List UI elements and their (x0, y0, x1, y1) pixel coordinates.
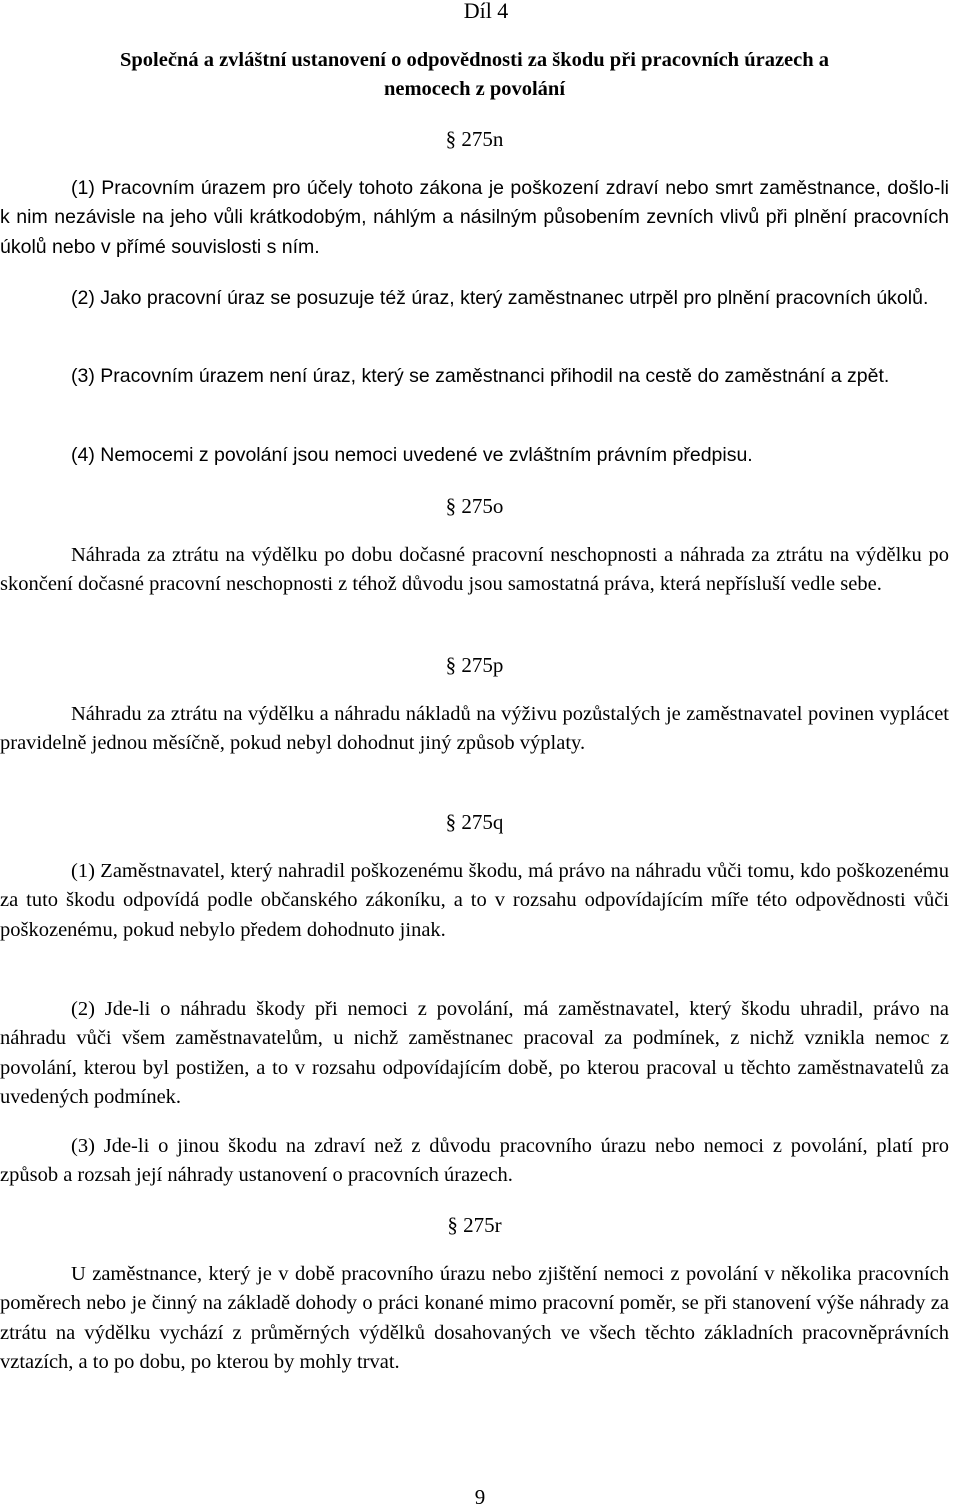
paragraph: Náhradu za ztrátu na výdělku a náhradu nákladů na výživu pozůstalých je zaměstnavatel povinen vyplácet pravidelně jednou měsíčně, pokud nebyl dohodnut jiný způsob výplaty. (0, 703, 949, 755)
section-275p (0, 651, 949, 679)
section-275q-paragraph-3 (0, 1132, 949, 1191)
section-275p-paragraph-1 (0, 700, 949, 759)
section-275q (0, 808, 949, 836)
paragraph: (1) Pracovním úrazem pro účely tohoto zákona je poškození zdraví nebo smrt zaměstnance, došlo-li k nim nezávisle na jeho vůli krátkodobým, náhlým a násilným působením zevních vlivů při plnění pracovních úkolů nebo v přímé souvislosti s ním. (0, 177, 949, 258)
paragraph: (3) Pracovním úrazem není úraz, který se zaměstnanci přihodil na cestě do zaměstnání a zpět. (71, 365, 890, 387)
section-275o (0, 492, 949, 520)
section-275o-paragraph-1 (0, 541, 949, 600)
section-275q-paragraph-1 (0, 857, 949, 945)
section-275q-paragraph-2 (0, 995, 949, 1113)
section-heading: § 275p (445, 653, 504, 677)
section-heading: § 275r (447, 1213, 502, 1237)
section-275n-paragraph-1 (0, 174, 949, 262)
chapter-title-line2: nemocech z povolání (383, 78, 566, 100)
section-275n-paragraph-2 (0, 284, 949, 313)
paragraph: (3) Jde-li o jinou škodu na zdraví než z důvodu pracovního úrazu nebo nemoci z povolání, platí pro způsob a rozsah její náhrady ustanovení o pracovních úrazech. (0, 1135, 949, 1187)
section-275n-paragraph-3 (0, 362, 949, 391)
section-275r-paragraph-1 (0, 1260, 949, 1378)
chapter-title-line1: Společná a zvláštní ustanovení o odpovědnosti za škodu při pracovních úrazech a (119, 49, 830, 71)
paragraph: (2) Jako pracovní úraz se posuzuje též úraz, který zaměstnanec utrpěl pro plnění pracovních úkolů. (71, 287, 929, 309)
page-number: 9 (474, 1485, 486, 1509)
paragraph: U zaměstnance, který je v době pracovního úrazu nebo zjištění nemoci z povolání v několika pracovních poměrech nebo je činný na základě dohody o práci konané mimo pracovní poměr, se při stanovení výše náhrady za ztrátu na výdělku vychází z průměrných výdělků dosahovaných ve všech těchto základních pracovněprávních vztazích, a to po dobu, po kterou by mohly trvat. (0, 1263, 949, 1374)
paragraph: (4) Nemocemi z povolání jsou nemoci uvedené ve zvláštním právním předpisu. (71, 444, 753, 466)
paragraph: (1) Zaměstnavatel, který nahradil poškozenému škodu, má právo na náhradu vůči tomu, kdo poškozenému za tuto škodu odpovídá podle občanského zákoníku, a to v rozsahu odpovídajícím míře této odpovědnosti vůči poškozenému, pokud nebylo předem dohodnuto jinak. (0, 860, 949, 941)
chapter-title (0, 46, 949, 104)
section-heading: § 275o (445, 494, 504, 518)
section-275r (0, 1211, 949, 1239)
section-275n (0, 125, 949, 153)
paragraph: Náhrada za ztrátu na výdělku po dobu dočasné pracovní neschopnosti a náhrada za ztrátu na výdělku po skončení dočasné pracovní neschopnosti z téhož důvodu jsou samostatná práva, která nepřísluší vedle sebe. (0, 544, 949, 596)
section-heading: § 275n (445, 127, 504, 151)
section-heading: § 275q (445, 810, 504, 834)
paragraph: (2) Jde-li o náhradu škody při nemoci z povolání, má zaměstnavatel, který škodu uhradil, právo na náhradu vůči všem zaměstnavatelům, u nichž zaměstnanec pracoval za podmínek, z nichž vznikla nemoc z povolání, kterou byl postižen, a to v rozsahu odpovídajícím době, po kterou pracoval u těchto zaměstnavatelů za uvedených podmínek. (0, 998, 949, 1109)
section-275n-paragraph-4 (0, 441, 949, 470)
part-heading: Díl 4 (463, 0, 509, 23)
